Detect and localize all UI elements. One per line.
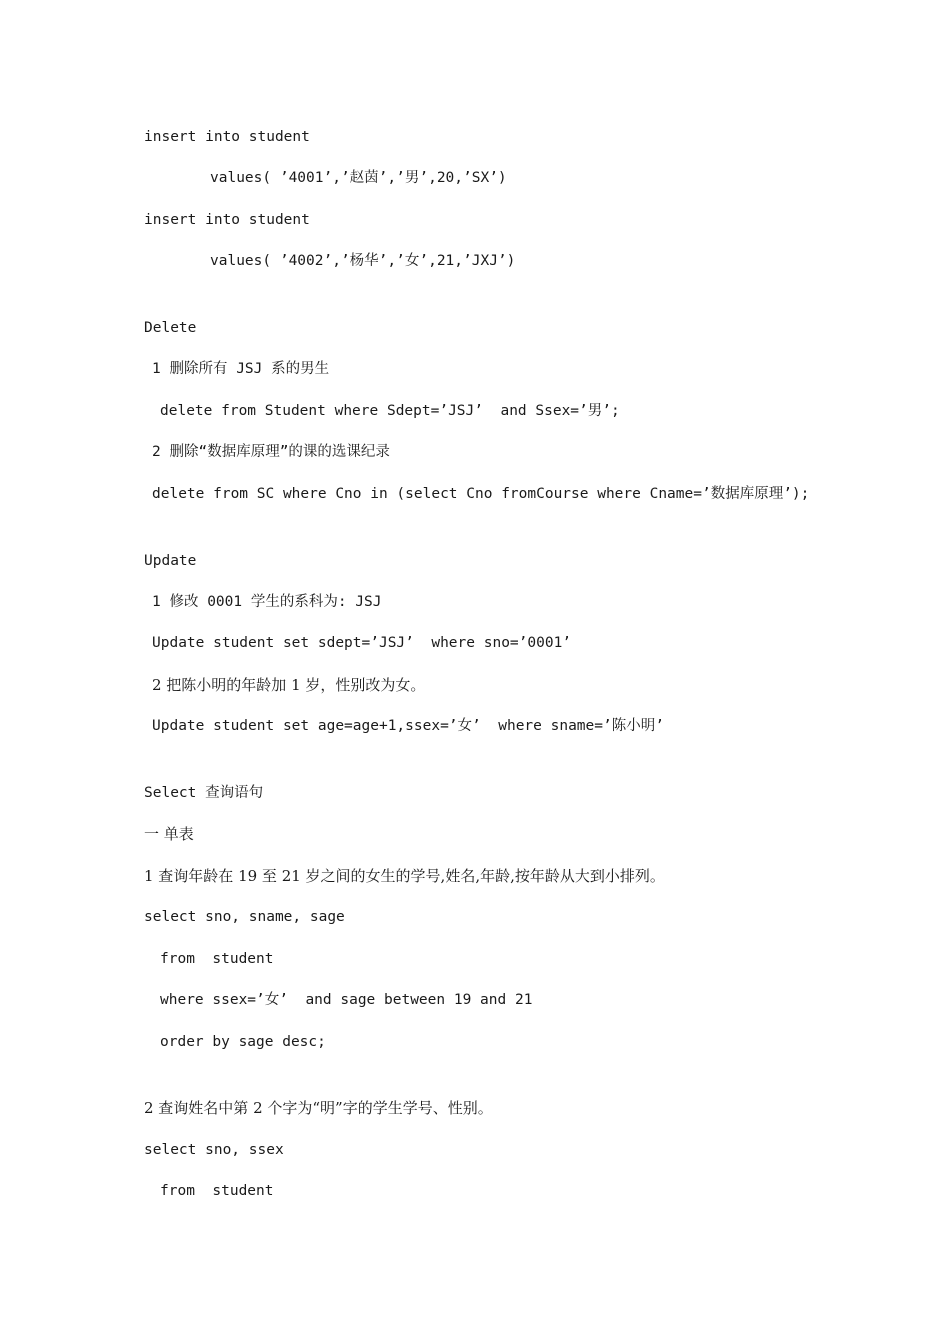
update-item-2-code: Update student set age=age+1,ssex=’女’ where sname=’陈小明’ (152, 718, 664, 734)
select-item-1-title: 1 查询年龄在 19 至 21 岁之间的女生的学号,姓名,年龄,按年龄从大到小排列。 (144, 867, 665, 885)
select-item-1-code-from: from student (160, 951, 274, 967)
select-item-2-title: 2 查询姓名中第 2 个字为“明”字的学生学号、性别。 (144, 1099, 493, 1117)
select-item-2-code-from: from student (160, 1183, 274, 1199)
update-item-1-title: 1 修改 0001 学生的系科为: JSJ (152, 594, 382, 610)
code-line-insert-2: insert into student (144, 212, 310, 228)
select-item-1-code-order: order by sage desc; (160, 1034, 326, 1050)
section-heading-update: Update (144, 553, 197, 569)
delete-item-1-code: delete from Student where Sdept=’JSJ’ and Ssex=’男’; (160, 403, 620, 419)
section-heading-select: Select 查询语句 (144, 785, 264, 801)
delete-item-2-title: 2 删除“数据库原理”的课的选课纪录 (152, 444, 390, 460)
select-item-1-code-where: where ssex=’女’ and sage between 19 and 21 (160, 992, 533, 1008)
update-item-2-title: 2 把陈小明的年龄加 1 岁，性别改为女。 (152, 676, 426, 694)
section-heading-delete: Delete (144, 320, 197, 336)
select-item-1-code-select: select sno, sname, sage (144, 909, 345, 925)
select-item-2-code-select: select sno, ssex (144, 1142, 284, 1158)
code-line-values-1: values( ’4001’,’赵茵’,’男’,20,’SX’) (210, 170, 507, 186)
delete-item-1-title: 1 删除所有 JSJ 系的男生 (152, 361, 330, 377)
delete-item-2-code: delete from SC where Cno in (select Cno fromCourse where Cname=’数据库原理’); (152, 486, 810, 502)
update-item-1-code: Update student set sdept=’JSJ’ where sno=’0001’ (152, 635, 572, 651)
code-line-values-2: values( ’4002’,’杨华’,’女’,21,’JXJ’) (210, 253, 516, 269)
code-line-insert-1: insert into student (144, 129, 310, 145)
subsection-single-table: 一 单表 (144, 825, 194, 843)
